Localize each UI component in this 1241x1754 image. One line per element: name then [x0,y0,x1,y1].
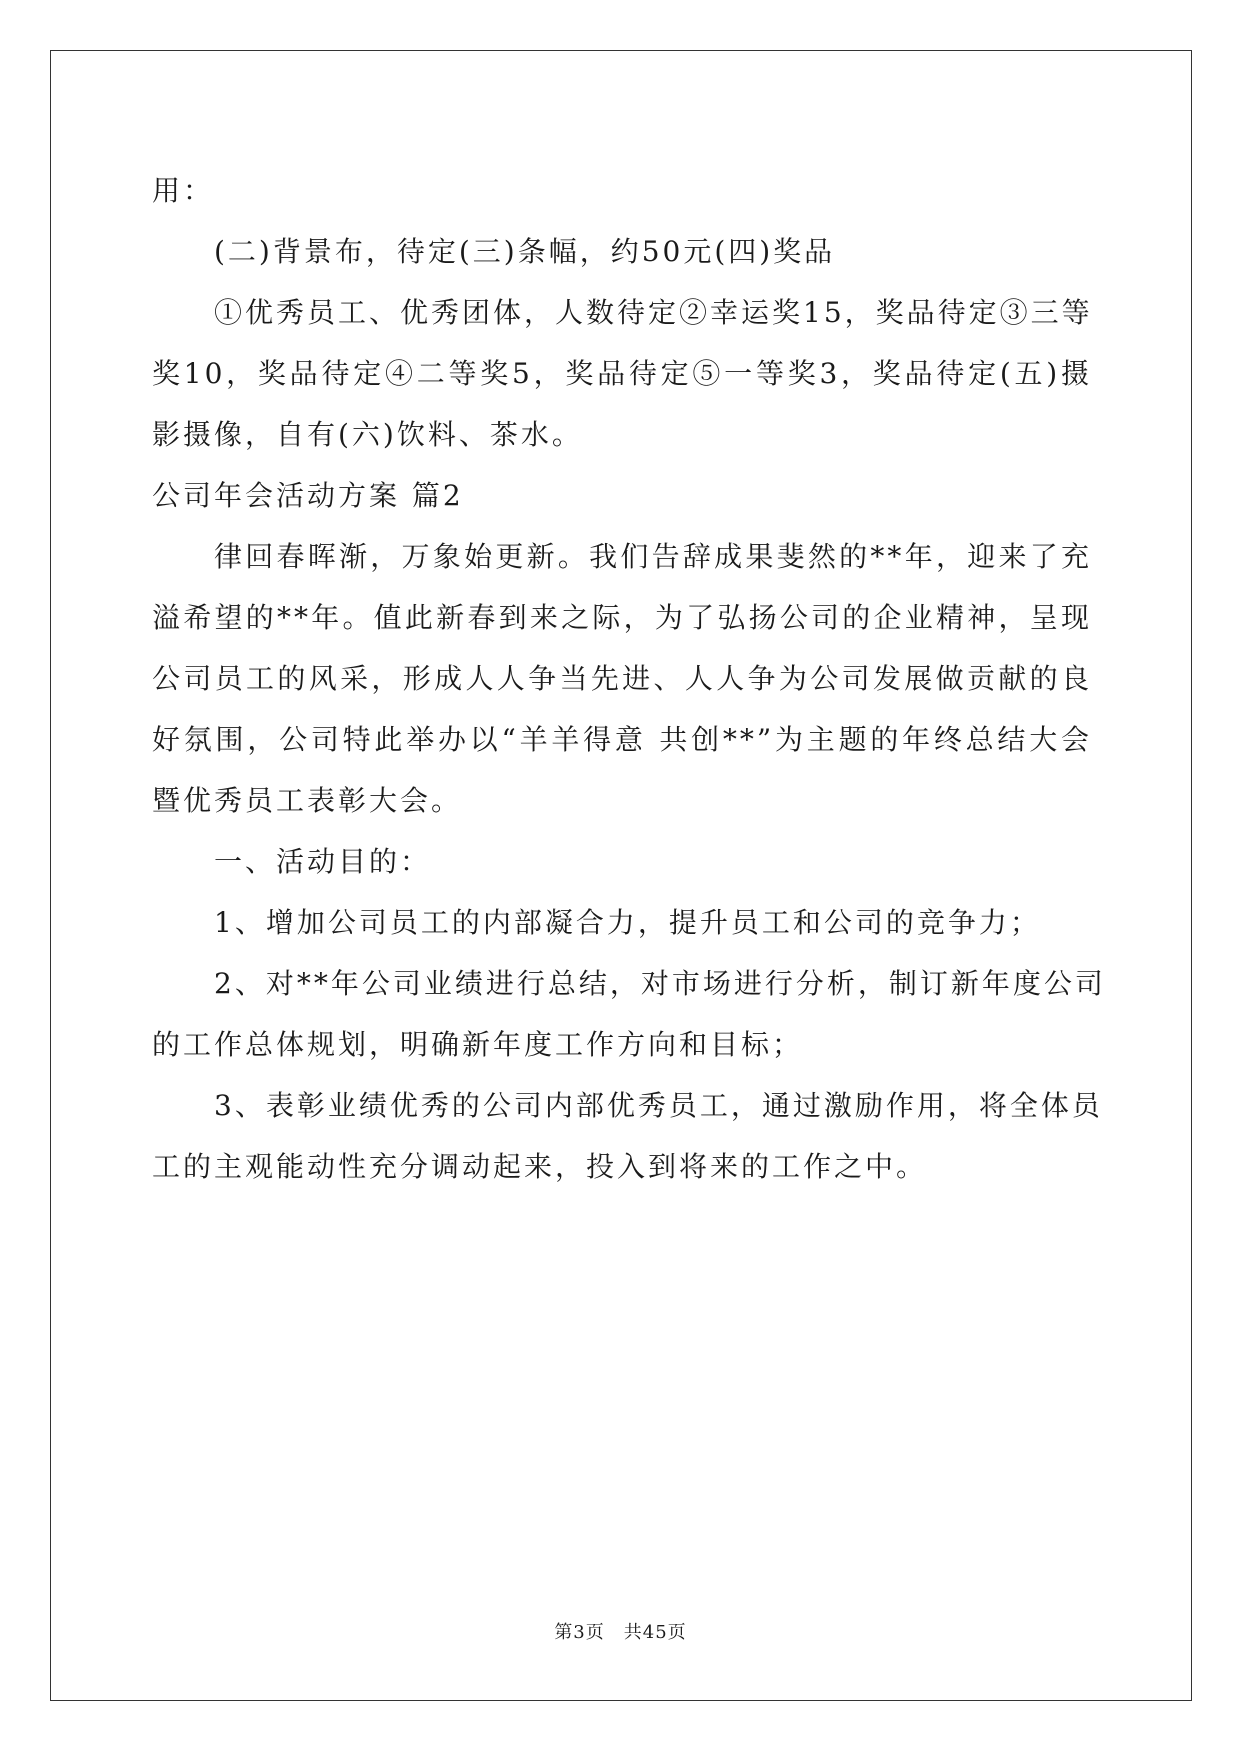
text-line: 好氛围，公司特此举办以“羊羊得意 共创**”为主题的年终总结大会 [152,723,1092,756]
text-line: 用： [152,174,215,207]
text-line: ①优秀员工、优秀团体，人数待定②幸运奖15，奖品待定③三等 [214,296,1093,329]
text-line: 影摄像，自有(六)饮料、茶水。 [152,418,583,451]
text-line: 工的主观能动性充分调动起来，投入到将来的工作之中。 [152,1150,928,1183]
text-line: (二)背景布，待定(三)条幅，约50元(四)奖品 [214,235,836,268]
document-body [152,160,1106,1197]
section-heading: 公司年会活动方案 篇2 [152,479,464,512]
subsection-heading: 一、活动目的： [214,845,432,878]
text-line: 1、增加公司员工的内部凝合力，提升员工和公司的竞争力； [214,906,1041,939]
text-line: 3、表彰业绩优秀的公司内部优秀员工，通过激励作用，将全体员 [214,1089,1103,1122]
text-line: 奖10，奖品待定④二等奖5，奖品待定⑤一等奖3，奖品待定(五)摄 [152,357,1092,390]
text-line: 溢希望的**年。值此新春到来之际，为了弘扬公司的企业精神，呈现 [152,601,1092,634]
text-line: 律回春晖渐，万象始更新。我们告辞成果斐然的**年，迎来了充 [214,540,1092,573]
text-line: 公司员工的风采，形成人人争当先进、人人争为公司发展做贡献的良 [152,662,1092,695]
text-line: 2、对**年公司业绩进行总结，对市场进行分析，制订新年度公司 [214,967,1106,1000]
page-number: 第3页 共45页 [554,1622,687,1643]
text-line: 暨优秀员工表彰大会。 [152,784,463,817]
text-line: 的工作总体规划，明确新年度工作方向和目标； [152,1028,804,1061]
